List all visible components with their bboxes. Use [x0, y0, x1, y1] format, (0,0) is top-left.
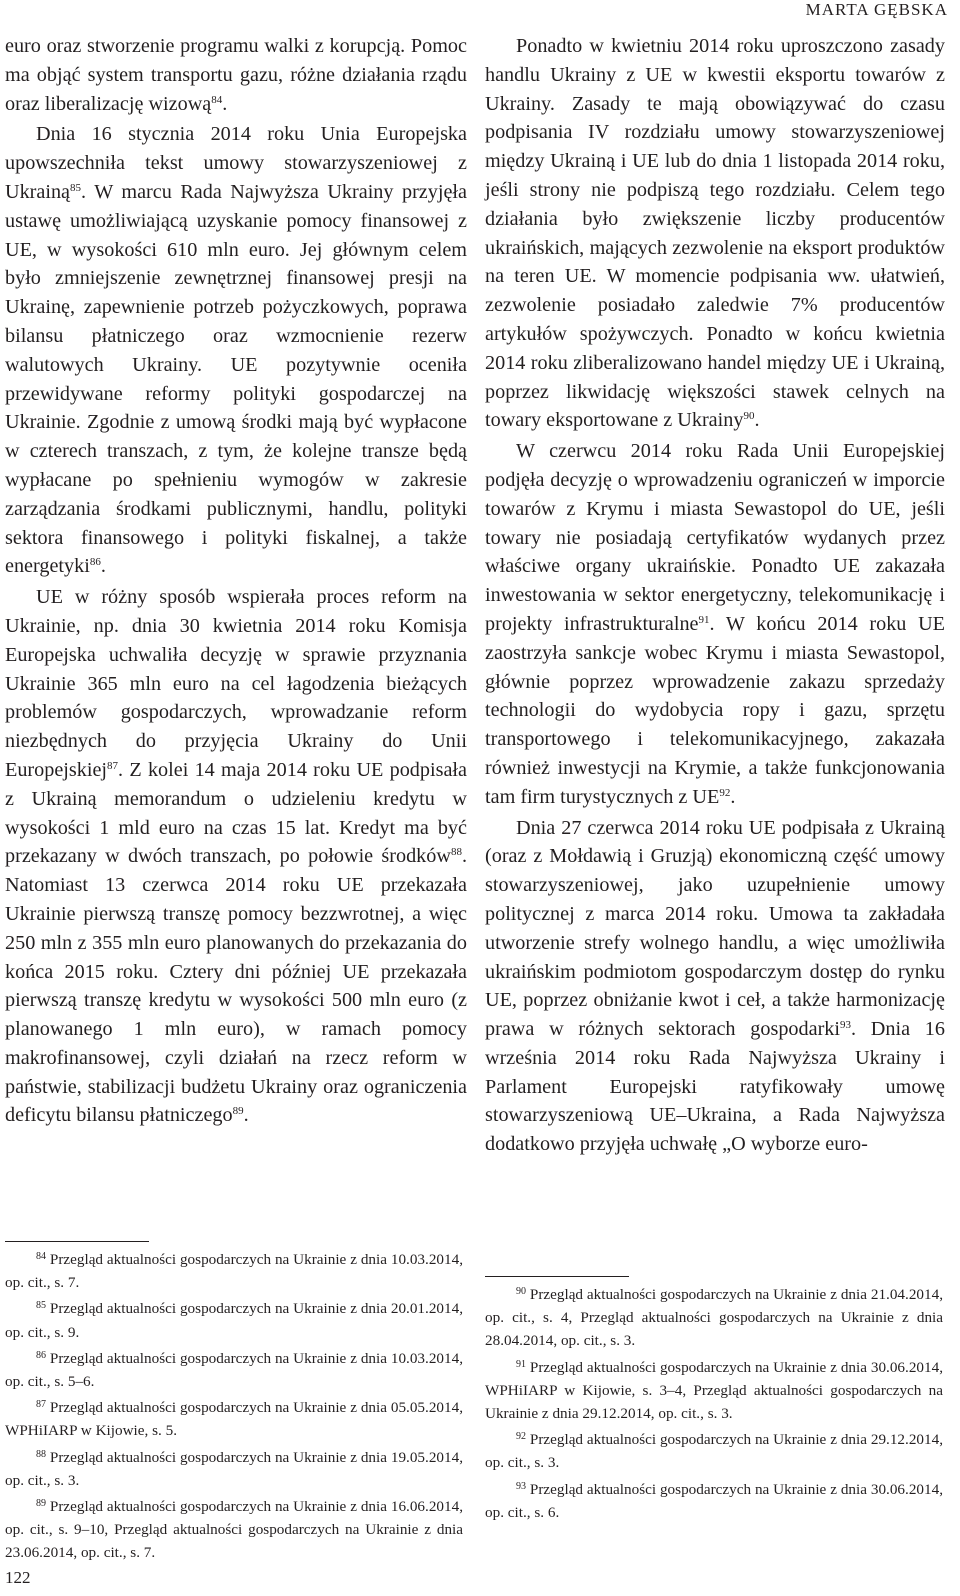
footnote-number: 90	[516, 1286, 526, 1297]
paragraph-text: .	[754, 409, 760, 432]
footnote	[485, 1478, 943, 1524]
right-column	[485, 32, 945, 1159]
footnote-text: Przegląd aktualności gospodarczych na Ukrainie z dnia 16.06.2014, op. cit., s. 9–10, Przegląd aktualności gospodarczych na Ukrainie z dnia 23.06.2014, op. cit., s. 7.	[5, 1498, 463, 1562]
paragraph-text: . Natomiast 13 czerwca 2014 roku UE przekazała Ukrainie pierwszą transzę pomocy bezzwrotnej, a więc 250 mln z 355 mln euro planowanych do przekazania do końca 2015 roku. Cztery dni później UE przekazała pierwszą transzę kredytu w wysokości 500 mln euro (z planowanego 1 mln euro), w ramach pomocy makrofinansowej, czyli działań na rzecz reform w państwie, stabilizacji budżetu Ukrainy oraz ograniczenia deficytu bilansu płatniczego	[5, 845, 467, 1127]
paragraph-text: . W marcu Rada Najwyższa Ukrainy przyjęła ustawę umożliwiającą uzyskanie pomocy finansowej z UE, w wysokości 610 mln euro. Jej głównym celem było zmniejszenie zewnętrznej finansowej presji na Ukrainę, zapewnienie potrzeb pożyczkowych, poprawa bilansu płatniczego oraz wzmocnienie rezerw walutowych Ukrainy. UE pozytywnie oceniła przewidywane reformy polityki gospodarczej na Ukrainie. Zgodnie z umową środki mają być wypłacone w czterech transzach, z tym, że kolejne transze będą wypłacane po spełnieniu wymogów w zakresie zarządzania środkami publicznymi, handlu, polityki sektora finansowego i polityki fiskalnej, a także energetyki	[5, 180, 467, 578]
footnote-text: Przegląd aktualności gospodarczych na Ukrainie z dnia 10.03.2014, op. cit., s. 7.	[5, 1251, 463, 1292]
footnote	[485, 1428, 943, 1474]
paragraph-text: UE w różny sposób wspierała proces reform na Ukrainie, np. dnia 30 kwietnia 2014 roku Komisja Europejska uchwaliła decyzję w sprawie przyznania Ukrainie 365 mln euro na cel łagodzenia bieżących problemów gospodarczych, wprowadzanie reform niezbędnych do przyjęcia Ukrainy do Unii Europejskiej	[5, 586, 467, 781]
footnote-ref[interactable]: 86	[89, 556, 101, 569]
paragraph-text: Ponadto w kwietniu 2014 roku uproszczono zasady handlu Ukrainy z UE w kwestii eksportu towarów z Ukrainy. Zasady te mają obowiązywać do czasu podpisania IV rozdziału umowy stowarzyszeniowej między Ukrainą i UE lub do dnia 1 listopada 2014 roku, jeśli strony nie podpiszą tego rozdziału. Celem tego działania było zwiększenie liczby producentów ukraińskich, mających zezwolenie na eksport produktów na teren UE. W momencie podpisania ww. ułatwień, zezwolenie posiadało zaledwie 7% producentów artykułów spożywczych. Ponadto w końcu kwietnia 2014 roku zliberalizowano handel między UE i Ukrainą, poprzez likwidację większości stawek celnych na towary eksportowane z Ukrainy	[485, 35, 945, 432]
footnote-ref[interactable]: 84	[211, 93, 223, 106]
footnote-text: Przegląd aktualności gospodarczych na Ukrainie z dnia 05.05.2014, WPHiIARP w Kijowie, s. 5.	[5, 1399, 463, 1440]
body-paragraph	[5, 583, 467, 1130]
paragraph-text: .	[243, 1104, 249, 1127]
body-paragraph	[5, 120, 467, 581]
footnote-ref[interactable]: 88	[450, 846, 462, 859]
footnote-ref[interactable]: 92	[719, 786, 731, 799]
footnote-text: Przegląd aktualności gospodarczych na Ukrainie z dnia 10.03.2014, op. cit., s. 5–6.	[5, 1349, 463, 1391]
footnote-number: 85	[36, 1300, 46, 1312]
paragraph-text: W czerwcu 2014 roku Rada Unii Europejskiej podjęła decyzję o wprowadzeniu ograniczeń w imporcie towarów z Krymu i miasta Sewastopol do UE, jeśli towary nie posiadają certyfikatów wydanych przez właściwe organy ukraińskie. Ponadto UE zakazała inwestowania w sektor energetyczny, telekomunikację i projekty infrastrukturalne	[485, 440, 945, 635]
footnote-number: 86	[36, 1349, 46, 1361]
footnote-number: 87	[36, 1399, 46, 1411]
footnote-ref[interactable]: 91	[698, 613, 710, 626]
left-column	[5, 32, 467, 1130]
footnote	[485, 1283, 943, 1353]
body-paragraph	[485, 437, 945, 811]
footnote-text: Przegląd aktualności gospodarczych na Ukrainie z dnia 30.06.2014, WPHiIARP w Kijowie, s. 3–4, Przegląd aktualności gospodarczych na Ukrainie z dnia 29.12.2014, op. cit., s. 3.	[485, 1358, 943, 1423]
footnote-ref[interactable]: 90	[743, 410, 755, 423]
footnote-ref[interactable]: 93	[840, 1019, 851, 1032]
footnote	[485, 1356, 943, 1426]
footnote-number: 92	[516, 1431, 526, 1443]
footnote	[5, 1347, 463, 1393]
paragraph-text: euro oraz stworzenie programu walki z korupcją. Pomoc ma objąć system transportu gazu, różne działania rządu oraz liberalizację wizową	[5, 35, 467, 115]
footnote-number: 84	[36, 1251, 46, 1262]
paragraph-text: . Z kolei 14 maja 2014 roku UE podpisała z Ukrainą memorandum o udzieleniu kredytu w wysokości 1 mld euro na czas 15 lat. Kredyt ma być przekazany w dwóch transzach, po połowie środków	[5, 758, 467, 868]
footnote-number: 89	[36, 1498, 46, 1510]
footnote-ref[interactable]: 85	[70, 181, 82, 194]
footnote	[5, 1297, 463, 1343]
footnote-text: Przegląd aktualności gospodarczych na Ukrainie z dnia 19.05.2014, op. cit., s. 3.	[5, 1448, 463, 1489]
footnote	[5, 1446, 463, 1492]
footnote-text: Przegląd aktualności gospodarczych na Ukrainie z dnia 29.12.2014, op. cit., s. 3.	[485, 1431, 943, 1472]
footnote	[5, 1248, 463, 1294]
footnotes-left	[5, 1241, 463, 1565]
footnote-number: 88	[36, 1448, 46, 1460]
paragraph-text: .	[100, 555, 106, 578]
running-head: MARTA GĘBSKA	[805, 0, 948, 19]
body-paragraph	[485, 814, 945, 1160]
footnote-list	[5, 1248, 463, 1565]
paragraph-text: Dnia 27 czerwca 2014 roku UE podpisała z Ukrainą (oraz z Mołdawią i Gruzją) ekonomiczną część umowy stowarzyszeniowej, jako uzupełnienie umowy politycznej z marca 2014 roku. Umowa ta zakładała utworzenie strefy wolnego handlu, a więc umożliwiła ukraińskim podmiotom gospodarczym dostęp do rynku UE, poprzez obniżanie kwot i ceł, a także harmonizację prawa w różnych sektorach gospodarki	[485, 816, 945, 1041]
footnote-number: 91	[516, 1358, 526, 1370]
body-paragraph	[5, 32, 467, 118]
footnote-text: Przegląd aktualności gospodarczych na Ukrainie z dnia 20.01.2014, op. cit., s. 9.	[5, 1300, 463, 1341]
footnote-list	[485, 1283, 943, 1524]
paragraph-text: . Dnia 16 września 2014 roku Rada Najwyższa Ukrainy i Parlament Europejski ratyfikowały umowę stowarzyszeniową UE–Ukraina, a Rada Najwyższa dodatkowo przyjęła uchwałę „O wyborze euro-	[485, 1018, 945, 1156]
footnote-rule	[485, 1276, 629, 1277]
footnotes-right	[485, 1276, 943, 1524]
footnote	[5, 1495, 463, 1565]
footnote-number: 93	[516, 1480, 526, 1492]
paragraph-text: .	[222, 92, 228, 115]
page-number: 122	[5, 1568, 31, 1587]
footnote-ref[interactable]: 87	[107, 759, 119, 772]
body-paragraph	[485, 32, 945, 435]
footnote-text: Przegląd aktualności gospodarczych na Ukrainie z dnia 21.04.2014, op. cit., s. 4, Przegląd aktualności gospodarczych na Ukrainie z dnia 28.04.2014, op. cit., s. 3.	[485, 1286, 943, 1350]
footnote	[5, 1396, 463, 1442]
footnote-ref[interactable]: 89	[232, 1105, 244, 1118]
footnote-rule	[5, 1241, 149, 1242]
paragraph-text: Dnia 16 stycznia 2014 roku Unia Europejska upowszechniła tekst umowy stowarzyszeniowej z Ukrainą	[5, 123, 467, 203]
paragraph-text: .	[730, 785, 736, 808]
footnote-text: Przegląd aktualności gospodarczych na Ukrainie z dnia 30.06.2014, op. cit., s. 6.	[485, 1480, 943, 1521]
paragraph-text: . W końcu 2014 roku UE zaostrzyła sankcje wobec Krymu i miasta Sewastopol, głównie poprzez wprowadzenie zakazu sprzedaży technologii do wydobycia ropy i gazu, sprzętu transportowego i telekomunikacyjnego, zakazała również inwestycji na Krymie, a także funkcjonowania tam firm turystycznych z UE	[485, 612, 946, 808]
